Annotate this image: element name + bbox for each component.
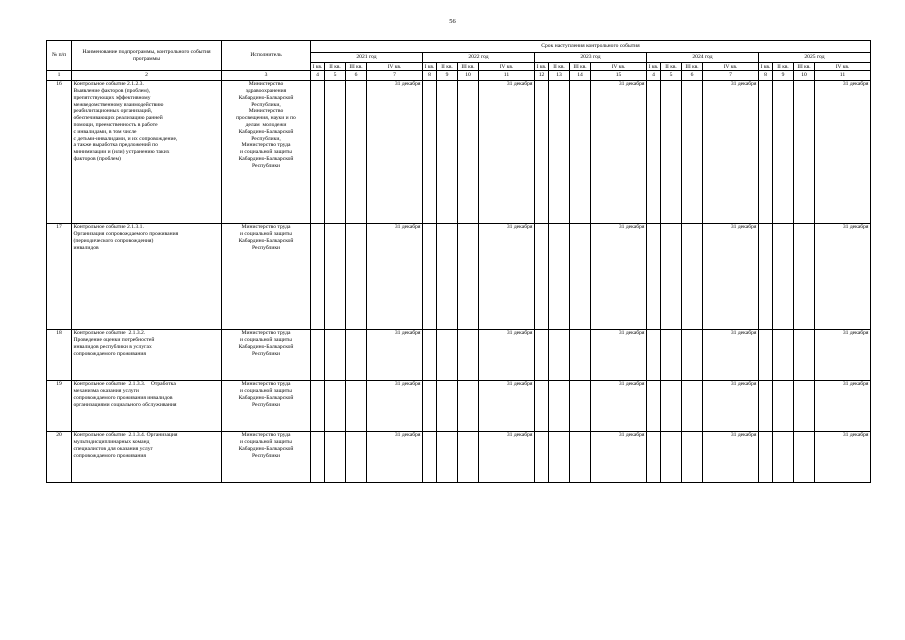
- quarter-cell-empty: [794, 329, 815, 380]
- column-number: 10: [794, 71, 815, 80]
- quarter-cell-empty: [647, 380, 661, 431]
- quarter-cell-empty: [458, 80, 479, 223]
- header-quarter: I кв.: [423, 63, 437, 71]
- quarter-cell-deadline: 31 декабря: [367, 431, 423, 482]
- quarter-cell-empty: [535, 329, 549, 380]
- quarter-cell-deadline: 31 декабря: [591, 329, 647, 380]
- row-executor: Министерство труда и социальной защиты Кабардино-Балкарской Республики: [222, 329, 311, 380]
- quarter-cell-empty: [570, 380, 591, 431]
- quarter-cell-deadline: 31 декабря: [815, 329, 871, 380]
- quarter-cell-empty: [549, 329, 570, 380]
- quarter-cell-empty: [346, 329, 367, 380]
- quarter-cell-deadline: 31 декабря: [367, 80, 423, 223]
- column-number: 7: [367, 71, 423, 80]
- row-number: 20: [47, 431, 72, 482]
- quarter-cell-empty: [661, 431, 682, 482]
- quarter-cell-empty: [682, 431, 703, 482]
- header-year: 2022 год: [423, 53, 535, 63]
- column-number: 14: [570, 71, 591, 80]
- row-executor: Министерство здравоохранения Кабардино-Балкарской Республики, Министерство просвещения, науки и по делам молодежи Кабардино-Балкарской Республики, Министерство труда и социальной защиты Кабардино-Балкарской Республики: [222, 80, 311, 223]
- quarter-cell-empty: [423, 223, 437, 329]
- header-quarter: IV кв.: [479, 63, 535, 71]
- row-event-name: Контрольное событие 2.1.3.3. Отработка механизма оказания услуги сопровождаемого проживания инвалидов организациями социального обслуживания: [72, 380, 222, 431]
- header-quarter: I кв.: [535, 63, 549, 71]
- quarter-cell-empty: [570, 80, 591, 223]
- quarter-cell-empty: [423, 431, 437, 482]
- header-quarter: II кв.: [549, 63, 570, 71]
- row-number: 16: [47, 80, 72, 223]
- quarter-cell-empty: [682, 80, 703, 223]
- row-event-name: Контрольное событие 2.1.2.3. Выявление факторов (проблем), препятствующих эффективному межведомственному взаимодействию реабилитационных организаций, обеспечивающих реализацию ранней помощи, преемственность в работе с инвалидами, в том числе с детьми-инвалидами, и их сопровождение, а также выработка предложений по минимизации и (или) устранению таких факторов (проблем): [72, 80, 222, 223]
- header-quarter: III кв.: [458, 63, 479, 71]
- quarter-cell-empty: [549, 431, 570, 482]
- quarter-cell-empty: [346, 380, 367, 431]
- header-quarter: I кв.: [647, 63, 661, 71]
- row-number: 19: [47, 380, 72, 431]
- quarter-cell-empty: [794, 80, 815, 223]
- header-col-name: Наименование подпрограммы, контрольного события программы: [72, 41, 222, 71]
- quarter-cell-deadline: 31 декабря: [479, 329, 535, 380]
- column-number: 3: [222, 71, 311, 80]
- header-quarter: III кв.: [682, 63, 703, 71]
- header-quarter: III кв.: [794, 63, 815, 71]
- quarter-cell-empty: [773, 431, 794, 482]
- quarter-cell-empty: [661, 80, 682, 223]
- header-col-num: № п/п: [47, 41, 72, 71]
- quarter-cell-deadline: 31 декабря: [815, 380, 871, 431]
- quarter-cell-empty: [311, 80, 325, 223]
- quarter-cell-empty: [759, 223, 773, 329]
- column-number: 2: [72, 71, 222, 80]
- header-quarter: IV кв.: [591, 63, 647, 71]
- quarter-cell-empty: [682, 223, 703, 329]
- quarter-cell-empty: [437, 80, 458, 223]
- quarter-cell-empty: [647, 431, 661, 482]
- quarter-cell-empty: [682, 329, 703, 380]
- column-number: 9: [773, 71, 794, 80]
- header-year: 2024 год: [647, 53, 759, 63]
- quarter-cell-deadline: 31 декабря: [479, 380, 535, 431]
- quarter-cell-empty: [647, 329, 661, 380]
- quarter-cell-empty: [325, 380, 346, 431]
- quarter-cell-empty: [773, 223, 794, 329]
- header-quarter: II кв.: [437, 63, 458, 71]
- quarter-cell-deadline: 31 декабря: [591, 80, 647, 223]
- header-quarter: III кв.: [346, 63, 367, 71]
- quarter-cell-deadline: 31 декабря: [479, 223, 535, 329]
- quarter-cell-deadline: 31 декабря: [703, 431, 759, 482]
- header-quarter: II кв.: [325, 63, 346, 71]
- column-number: 4: [647, 71, 661, 80]
- quarter-cell-empty: [458, 380, 479, 431]
- header-quarter: II кв.: [773, 63, 794, 71]
- quarter-cell-deadline: 31 декабря: [479, 80, 535, 223]
- header-quarter: IV кв.: [815, 63, 871, 71]
- quarter-cell-deadline: 31 декабря: [591, 431, 647, 482]
- row-number: 18: [47, 329, 72, 380]
- quarter-cell-empty: [773, 380, 794, 431]
- column-number: 7: [703, 71, 759, 80]
- quarter-cell-empty: [325, 223, 346, 329]
- header-quarter: II кв.: [661, 63, 682, 71]
- header-quarter: IV кв.: [367, 63, 423, 71]
- quarter-cell-empty: [311, 380, 325, 431]
- quarter-cell-empty: [437, 329, 458, 380]
- quarter-cell-deadline: 31 декабря: [591, 223, 647, 329]
- quarter-cell-empty: [773, 80, 794, 223]
- quarter-cell-empty: [549, 223, 570, 329]
- quarter-cell-empty: [661, 223, 682, 329]
- table-row: [47, 431, 871, 482]
- column-number: 6: [682, 71, 703, 80]
- header-quarter: I кв.: [759, 63, 773, 71]
- header-col-executor: Исполнитель: [222, 41, 311, 71]
- quarter-cell-empty: [458, 329, 479, 380]
- quarter-cell-deadline: 31 декабря: [703, 329, 759, 380]
- header-year: 2021 год: [311, 53, 423, 63]
- quarter-cell-empty: [647, 223, 661, 329]
- quarter-cell-empty: [311, 329, 325, 380]
- header-year: 2025 год: [759, 53, 871, 63]
- quarter-cell-deadline: 31 декабря: [815, 80, 871, 223]
- quarter-cell-empty: [325, 431, 346, 482]
- quarter-cell-empty: [549, 80, 570, 223]
- column-number: 5: [661, 71, 682, 80]
- column-number: 8: [759, 71, 773, 80]
- header-col-deadline: Срок наступления контрольного события: [311, 41, 871, 53]
- quarter-cell-deadline: 31 декабря: [367, 380, 423, 431]
- quarter-cell-empty: [423, 329, 437, 380]
- column-number: 1: [47, 71, 72, 80]
- column-number: 9: [437, 71, 458, 80]
- control-events-table: [46, 40, 871, 483]
- column-number: 6: [346, 71, 367, 80]
- quarter-cell-empty: [437, 431, 458, 482]
- quarter-cell-empty: [346, 223, 367, 329]
- quarter-cell-empty: [535, 223, 549, 329]
- quarter-cell-deadline: 31 декабря: [815, 223, 871, 329]
- quarter-cell-deadline: 31 декабря: [703, 223, 759, 329]
- quarter-cell-empty: [423, 380, 437, 431]
- table-row: [47, 329, 871, 380]
- column-number: 4: [311, 71, 325, 80]
- quarter-cell-deadline: 31 декабря: [703, 380, 759, 431]
- quarter-cell-empty: [549, 380, 570, 431]
- quarter-cell-deadline: 31 декабря: [479, 431, 535, 482]
- quarter-cell-empty: [661, 329, 682, 380]
- quarter-cell-empty: [437, 223, 458, 329]
- quarter-cell-empty: [570, 431, 591, 482]
- quarter-cell-empty: [437, 380, 458, 431]
- quarter-cell-empty: [794, 223, 815, 329]
- quarter-cell-empty: [311, 223, 325, 329]
- quarter-cell-empty: [682, 380, 703, 431]
- column-number: 11: [815, 71, 871, 80]
- quarter-cell-empty: [794, 431, 815, 482]
- row-executor: Министерство труда и социальной защиты Кабардино-Балкарской Республики: [222, 431, 311, 482]
- quarter-cell-deadline: 31 декабря: [367, 223, 423, 329]
- header-quarter: III кв.: [570, 63, 591, 71]
- quarter-cell-empty: [570, 223, 591, 329]
- quarter-cell-empty: [647, 80, 661, 223]
- column-number: 8: [423, 71, 437, 80]
- table-row: [47, 80, 871, 223]
- quarter-cell-empty: [759, 380, 773, 431]
- quarter-cell-empty: [458, 223, 479, 329]
- quarter-cell-empty: [346, 431, 367, 482]
- quarter-cell-empty: [535, 431, 549, 482]
- column-number: 13: [549, 71, 570, 80]
- quarter-cell-empty: [423, 80, 437, 223]
- column-number: 11: [479, 71, 535, 80]
- header-quarter: I кв.: [311, 63, 325, 71]
- column-number-row: [47, 71, 871, 80]
- quarter-cell-empty: [311, 431, 325, 482]
- quarter-cell-empty: [535, 80, 549, 223]
- table-row: [47, 223, 871, 329]
- column-number: 12: [535, 71, 549, 80]
- header-row-1: [47, 41, 871, 53]
- table-row: [47, 380, 871, 431]
- row-event-name: Контрольное событие 2.1.3.2. Проведение оценки потребностей инвалидов республики в услугах сопровождаемого проживания: [72, 329, 222, 380]
- quarter-cell-empty: [661, 380, 682, 431]
- quarter-cell-deadline: 31 декабря: [703, 80, 759, 223]
- quarter-cell-empty: [759, 329, 773, 380]
- quarter-cell-empty: [759, 431, 773, 482]
- quarter-cell-deadline: 31 декабря: [591, 380, 647, 431]
- quarter-cell-empty: [325, 80, 346, 223]
- quarter-cell-empty: [773, 329, 794, 380]
- row-event-name: Контрольное событие 2.1.3.1. Организация сопровождаемого проживания (периодического сопровождения) инвалидов: [72, 223, 222, 329]
- quarter-cell-empty: [570, 329, 591, 380]
- quarter-cell-empty: [535, 380, 549, 431]
- quarter-cell-empty: [458, 431, 479, 482]
- quarter-cell-empty: [794, 380, 815, 431]
- row-number: 17: [47, 223, 72, 329]
- row-event-name: Контрольное событие 2.1.3.4. Организация мультидисциплинарных команд специалистов для оказания услуг сопровождаемого проживания: [72, 431, 222, 482]
- page-number: 56: [449, 18, 456, 25]
- column-number: 10: [458, 71, 479, 80]
- row-executor: Министерство труда и социальной защиты Кабардино-Балкарской Республики: [222, 223, 311, 329]
- row-executor: Министерство труда и социальной защиты Кабардино-Балкарской Республики: [222, 380, 311, 431]
- header-quarter: IV кв.: [703, 63, 759, 71]
- column-number: 15: [591, 71, 647, 80]
- quarter-cell-empty: [346, 80, 367, 223]
- column-number: 5: [325, 71, 346, 80]
- quarter-cell-deadline: 31 декабря: [815, 431, 871, 482]
- quarter-cell-deadline: 31 декабря: [367, 329, 423, 380]
- quarter-cell-empty: [759, 80, 773, 223]
- quarter-cell-empty: [325, 329, 346, 380]
- header-year: 2023 год: [535, 53, 647, 63]
